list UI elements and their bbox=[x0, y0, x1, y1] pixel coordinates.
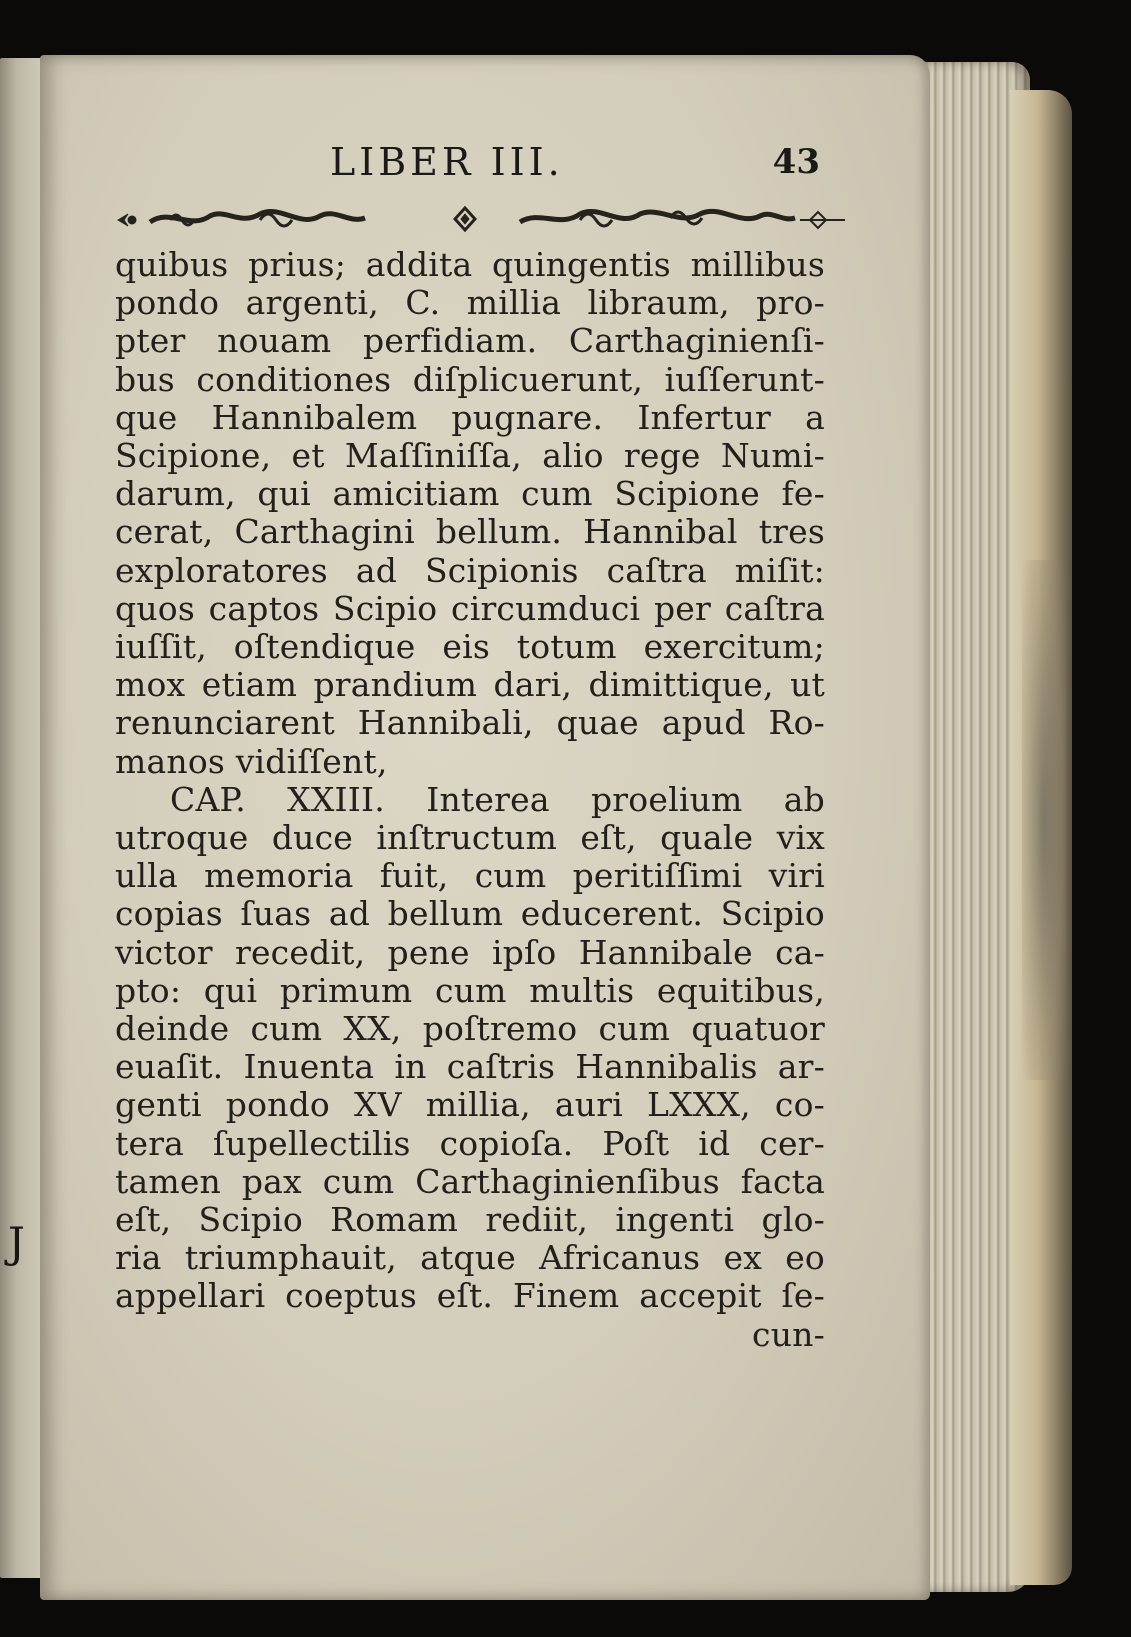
text-line: tamen pax cum Carthaginienſibus facta bbox=[115, 1161, 825, 1201]
text-line: eſt, Scipio Romam rediit, ingenti glo- bbox=[115, 1200, 825, 1240]
binding-stain bbox=[1022, 560, 1066, 1080]
running-header bbox=[330, 140, 820, 190]
text-line: pto: qui primum cum multis equitibus, bbox=[115, 970, 825, 1010]
text-line: pter nouam perfidiam. Carthaginienſi- bbox=[115, 321, 825, 361]
text-line: copias ſuas ad bellum educerent. Scipio bbox=[115, 894, 825, 934]
text-line: cerat, Carthagini bellum. Hannibal tres bbox=[115, 512, 825, 552]
text-line: mox etiam prandium dari, dimittique, ut bbox=[115, 665, 825, 705]
text-line: Scipione, et Maſſiniſſa, alio rege Numi- bbox=[115, 436, 825, 476]
page-title: LIBER III. bbox=[330, 140, 564, 184]
floral-ornament-divider-icon bbox=[110, 200, 850, 238]
text-line: manos vidiſſent, bbox=[115, 741, 388, 781]
text-line: quos captos Scipio circumduci per caſtra bbox=[115, 588, 825, 628]
text-line: que Hannibalem pugnare. Infertur a bbox=[115, 397, 825, 437]
text-line: darum, qui amicitiam cum Scipione fe- bbox=[115, 474, 825, 514]
text-line: renunciarent Hannibali, quae apud Ro- bbox=[115, 703, 825, 743]
catchword: cun- bbox=[752, 1314, 825, 1354]
text-line: genti pondo XV millia, auri LXXX, co- bbox=[115, 1085, 825, 1125]
text-line: bus conditiones diſplicuerunt, iuſſerunt- bbox=[115, 359, 825, 399]
left-page-mark: J bbox=[8, 1218, 25, 1267]
text-line: deinde cum XX, poſtremo cum quatuor bbox=[115, 1009, 825, 1049]
left-page-edge bbox=[0, 58, 42, 1578]
text-line: appellari coeptus eſt. Finem accepit ſe- bbox=[115, 1276, 825, 1316]
text-line: victor recedit, pene ipſo Hannibale ca- bbox=[115, 932, 825, 972]
body-text bbox=[115, 246, 825, 1354]
text-line: pondo argenti, C. millia libraum, pro- bbox=[115, 283, 825, 323]
text-line: exploratores ad Scipionis caſtra miſit: bbox=[115, 550, 825, 590]
text-line: tera ſupellectilis copioſa. Poſt id cer- bbox=[115, 1123, 825, 1163]
text-line: quibus prius; addita quingentis millibus bbox=[115, 245, 825, 284]
text-line: utroque duce inſtructum eſt, quale vix bbox=[115, 818, 825, 858]
text-line: ulla memoria fuit, cum peritiſſimi viri bbox=[115, 856, 825, 896]
text-line: ria triumphauit, atque Africanus ex eo bbox=[115, 1238, 825, 1278]
page-number: 43 bbox=[772, 142, 820, 182]
text-line: iuſſit, oſtendique eis totum exercitum; bbox=[115, 627, 825, 667]
text-line: euaſit. Inuenta in caſtris Hannibalis ar- bbox=[115, 1047, 825, 1087]
chapter-heading-line: CAP. XXIII. Interea proelium ab bbox=[170, 779, 825, 819]
